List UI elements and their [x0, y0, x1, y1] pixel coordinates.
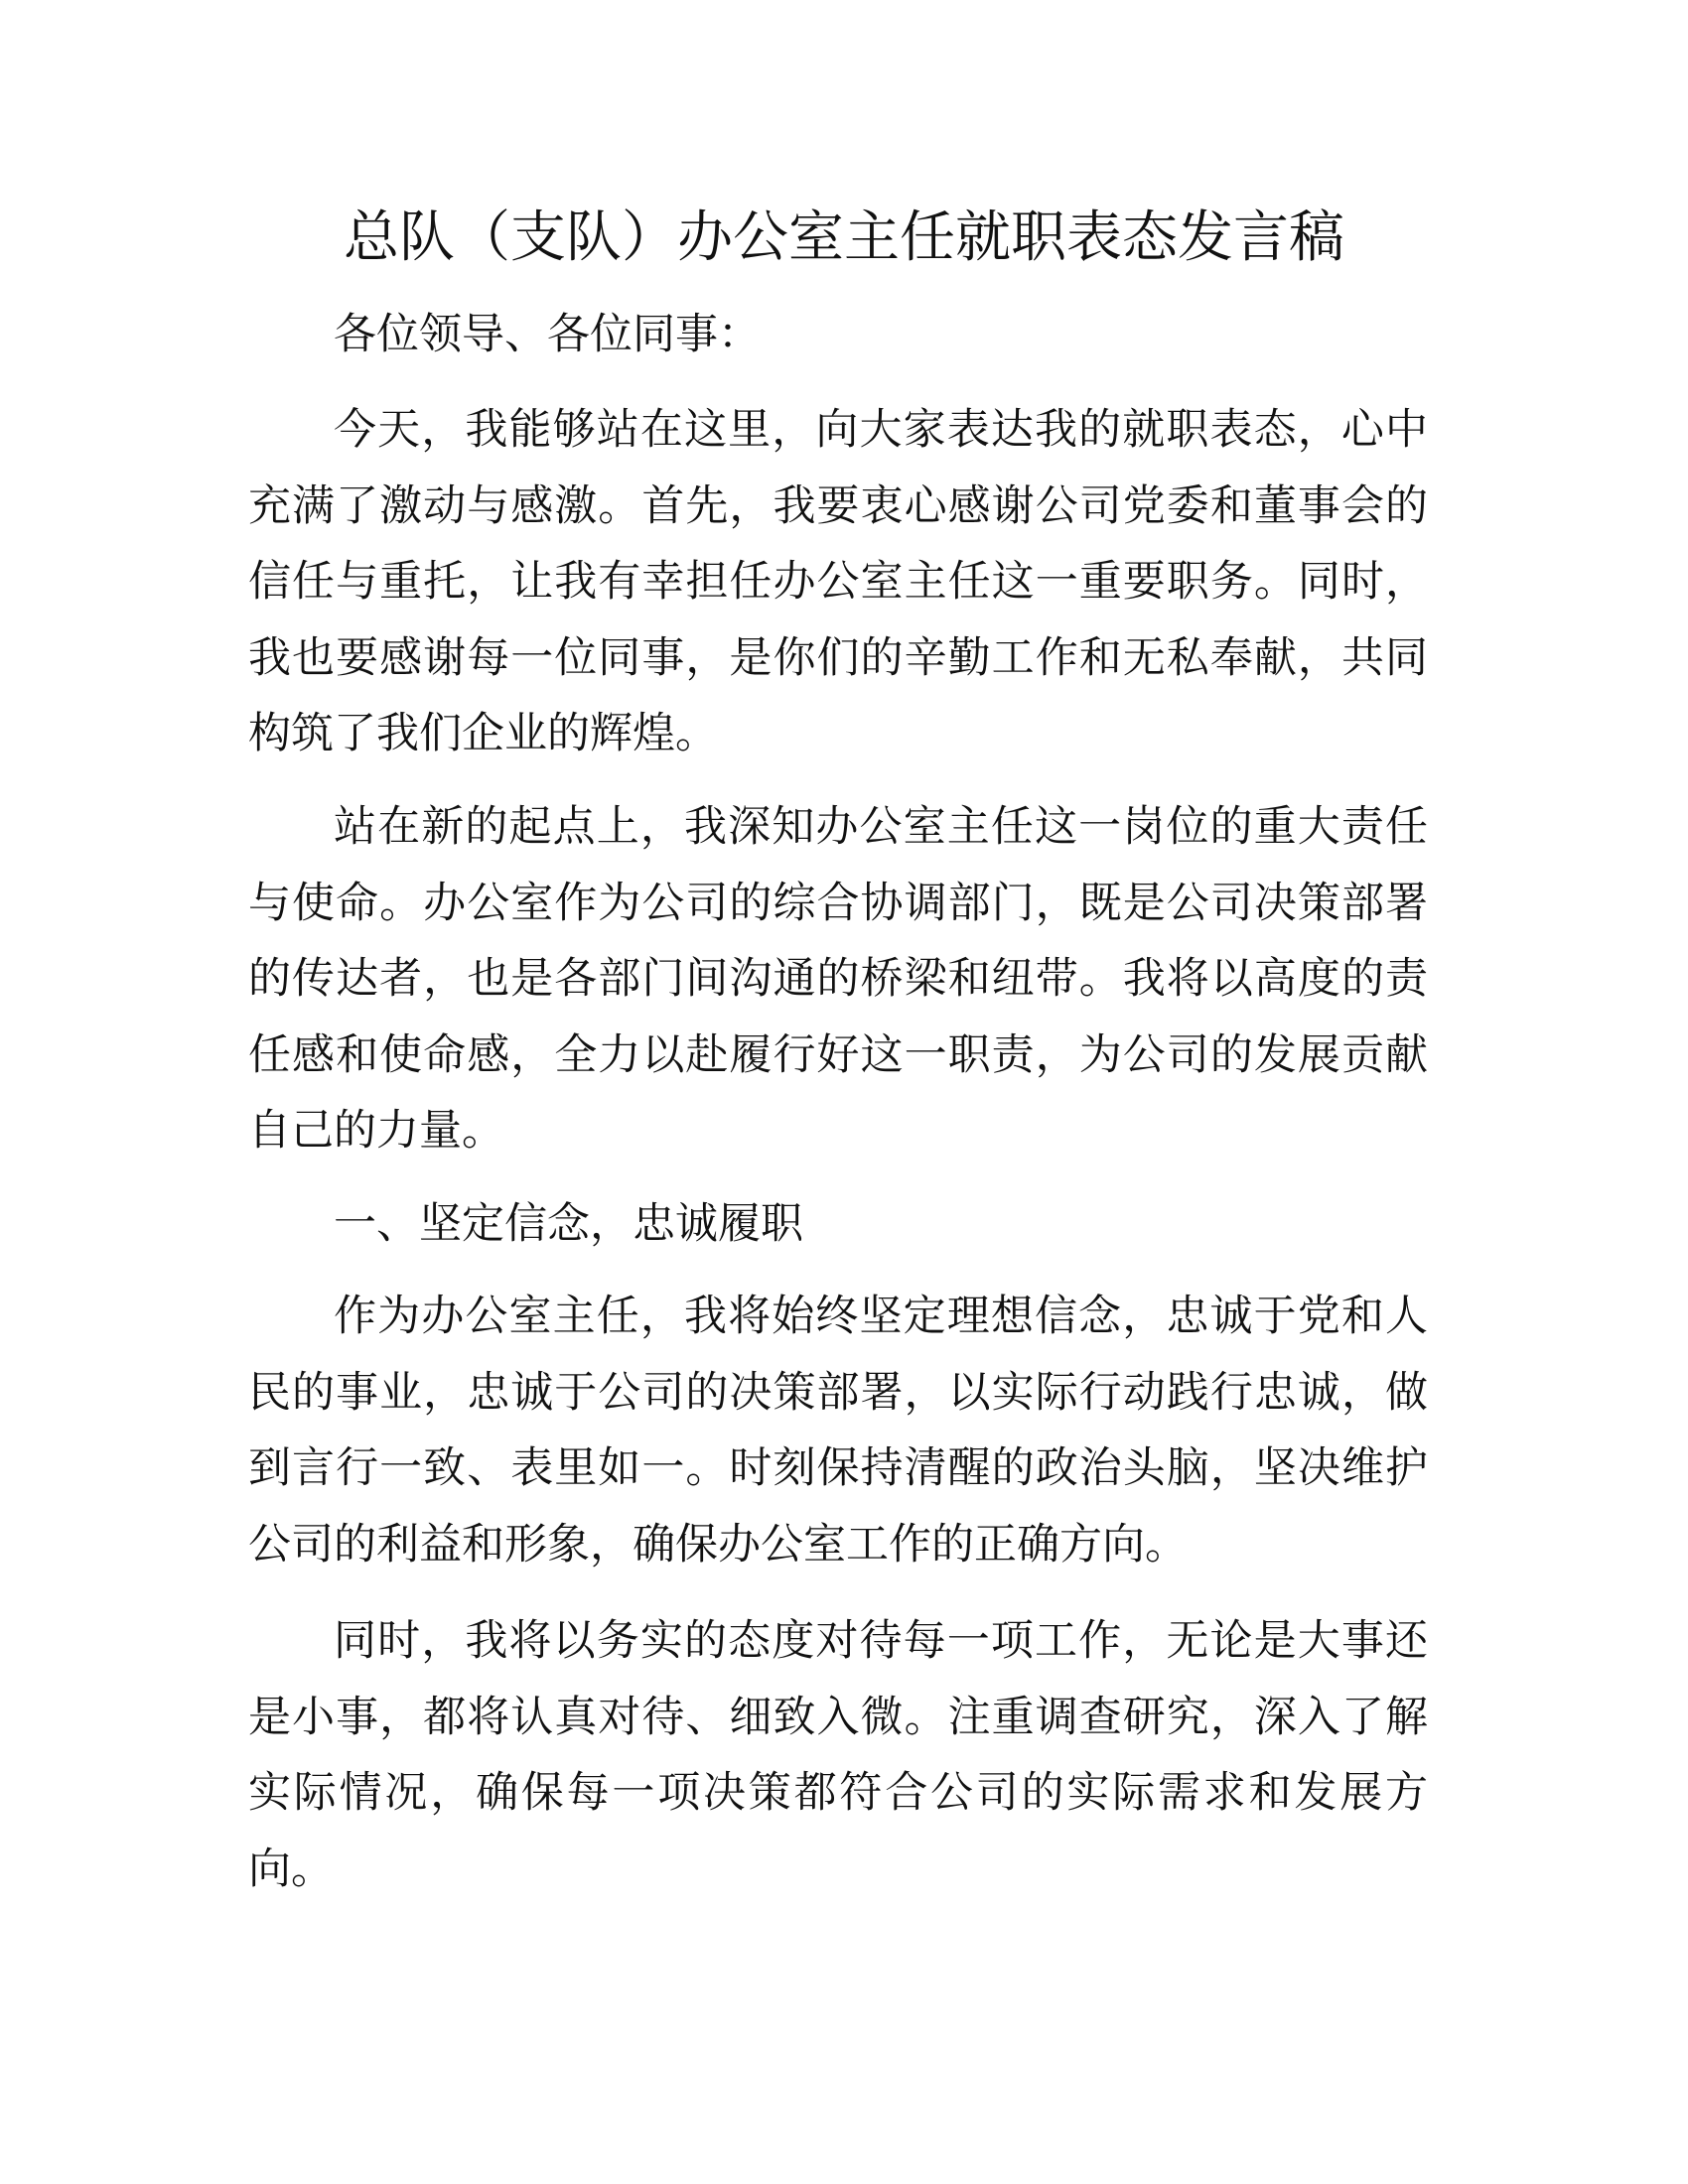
text-line: 的传达者，也是各部门间沟通的桥梁和纽带。我将以高度的责 [248, 954, 1428, 1004]
greeting-text: 各位领导、各位同事： [334, 310, 761, 359]
paragraph-intro [248, 392, 1428, 772]
text-line: 一、坚定信念，忠诚履职 [334, 1199, 803, 1249]
text-line: 实际情况，确保每一项决策都符合公司的实际需求和发展方 [248, 1768, 1428, 1818]
paragraph-responsibility [248, 789, 1428, 1169]
text-line: 站在新的起点上，我深知办公室主任这一岗位的重大责任 [334, 802, 1428, 852]
text-line: 自己的力量。 [248, 1106, 504, 1156]
text-line: 民的事业，忠诚于公司的决策部署，以实际行动践行忠诚，做 [248, 1367, 1428, 1418]
text-line: 公司的利益和形象，确保办公室工作的正确方向。 [248, 1519, 1188, 1570]
text-line: 充满了激动与感激。首先，我要衷心感谢公司党委和董事会的 [248, 480, 1428, 531]
document-title: 总队（支队）办公室主任就职表态发言稿 [344, 205, 1344, 270]
text-line: 向。 [248, 1843, 334, 1894]
text-line: 信任与重托，让我有幸担任办公室主任这一重要职务。同时， [248, 557, 1428, 607]
text-line: 是小事，都将认真对待、细致入微。注重调查研究，深入了解 [248, 1692, 1428, 1742]
text-line: 到言行一致、表里如一。时刻保持清醒的政治头脑，坚决维护 [248, 1443, 1428, 1493]
text-line: 今天，我能够站在这里，向大家表达我的就职表态，心中 [334, 405, 1428, 455]
text-line: 任感和使命感，全力以赴履行好这一职责，为公司的发展贡献 [248, 1029, 1428, 1080]
paragraph-pragmatism [248, 1603, 1428, 1907]
text-line: 与使命。办公室作为公司的综合协调部门，既是公司决策部署 [248, 878, 1428, 928]
greeting [248, 297, 1428, 373]
text-line: 同时，我将以务实的态度对待每一项工作，无论是大事还 [334, 1616, 1428, 1666]
text-line: 作为办公室主任，我将始终坚定理想信念，忠诚于党和人 [334, 1292, 1428, 1341]
paragraph-loyalty [248, 1279, 1428, 1582]
section-heading-1 [248, 1186, 1428, 1263]
text-line: 构筑了我们企业的辉煌。 [248, 709, 718, 758]
text-line: 我也要感谢每一位同事，是你们的辛勤工作和无私奉献，共同 [248, 632, 1428, 683]
